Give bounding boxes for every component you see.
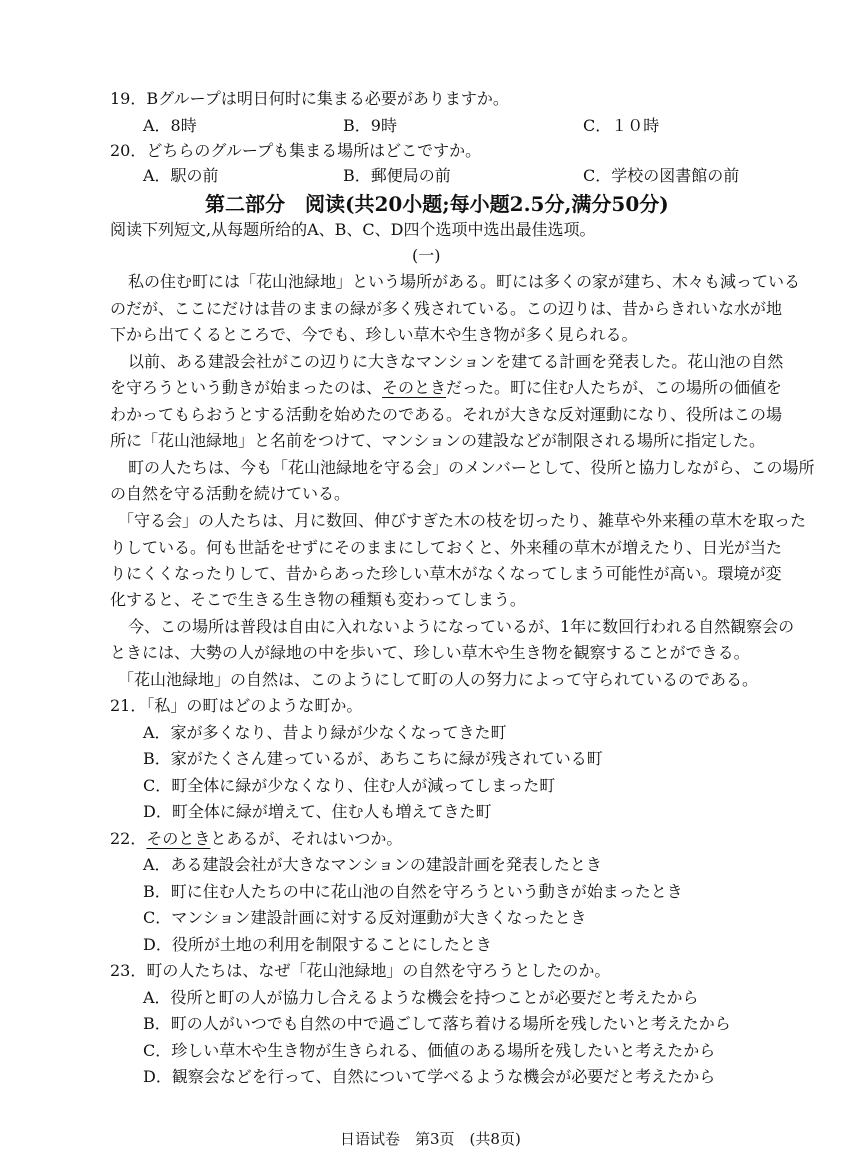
q22-option-c: C．マンション建設計画に対する反対運動が大きくなったとき xyxy=(143,908,587,927)
passage-text: を守ろうという動きが始まったのは、 xyxy=(110,378,383,397)
passage-text: だった。町に住む人たちが、この場所の価値を xyxy=(446,378,783,397)
q19-option-c: C．１０時 xyxy=(583,116,660,135)
passage-line: の自然を守る活動を続けている。 xyxy=(110,484,351,503)
underlined-sonotoki: そのとき xyxy=(146,829,211,848)
q22-option-a: A．ある建設会社が大きなマンションの建設計画を発表したとき xyxy=(143,855,602,874)
q23-stem: 23．町の人たちは、なぜ「花山池緑地」の自然を守ろうとしたのか。 xyxy=(110,961,611,980)
passage-line: りにくくなったりして、昔からあった珍しい草木がなくなってしまう可能性が高い。環境が変 xyxy=(110,564,782,583)
q21-option-c: C．町全体に緑が少なくなり、住む人が減ってしまった町 xyxy=(143,776,556,795)
q22-number: 22． xyxy=(110,829,147,848)
passage-line: 「花山池緑地」の自然は、このようにして町の人の努力によって守られているのである。 xyxy=(118,670,759,689)
section-title: 第二部分 阅读(共20小题;每小题2.5分,满分50分) xyxy=(205,192,669,216)
q21-option-b: B．家がたくさん建っているが、あちこちに緑が残されている町 xyxy=(143,749,603,768)
q22-question: とあるが、それはいつか。 xyxy=(210,829,403,848)
q20-option-b: B．郵便局の前 xyxy=(343,166,451,185)
passage-line: 私の住む町には「花山池緑地」という場所がある。町には多くの家が建ち、木々も減っている xyxy=(128,272,801,291)
q20-option-c: C．学校の図書館の前 xyxy=(583,166,740,185)
passage-line: 「守る会」の人たちは、月に数回、伸びすぎた木の枝を切ったり、雑草や外来種の草木を取った xyxy=(118,511,807,530)
q21-option-d: D．町全体に緑が増えて、住む人も増えてきた町 xyxy=(143,802,492,821)
q19-stem: 19．Bグループは明日何时に集まる必要がありますか。 xyxy=(110,89,509,108)
passage-line: 町の人たちは、今も「花山池緑地を守る会」のメンバーとして、役所と協力しながら、この場所 xyxy=(128,458,815,477)
page-footer: 日语试卷 第3页 (共8页) xyxy=(340,1130,521,1148)
q23-option-c: C．珍しい草木や生き物が生きられる、価値のある場所を残したいと考えたから xyxy=(143,1041,716,1060)
section-instruction: 阅读下列短文,从每题所给的A、B、C、D四个选项中选出最佳选项。 xyxy=(110,220,596,239)
q21-option-a: A．家が多くなり、昔より緑が少なくなってきた町 xyxy=(143,723,507,742)
q22-option-d: D．役所が土地の利用を制限することにしたとき xyxy=(143,935,492,954)
q19-option-a: A．8時 xyxy=(143,116,197,135)
passage-line xyxy=(110,375,782,401)
q21-stem: 21．「私」の町はどのような町か。 xyxy=(110,696,363,715)
q22-option-b: B．町に住む人たちの中に花山池の自然を守ろうという動きが始まったとき xyxy=(143,882,683,901)
q20-stem: 20．どちらのグループも集まる場所はどこですか。 xyxy=(110,141,482,160)
passage-line: わかってもらおうとする活動を始めたのである。それが大きな反対運動になり、役所はこの場 xyxy=(110,405,783,424)
q22-stem xyxy=(110,826,402,852)
q23-option-d: D．観察会などを行って、自然について学べるような機会が必要だと考えたから xyxy=(143,1067,716,1086)
passage-line: 今、この場所は普段は自由に入れないようになっているが、1年に数回行われる自然観察会の xyxy=(128,617,795,636)
passage-line: 化すると、そこで生きる生き物の種類も変わってしまう。 xyxy=(110,590,526,609)
passage-line: のだが、ここにだけは昔のままの緑が多く残されている。この辺りは、昔からきれいな水が地 xyxy=(110,299,783,318)
passage-line: 所に「花山池緑地」と名前をつけて、マンションの建設などが制限される場所に指定した。 xyxy=(110,431,765,450)
q19-option-b: B．9時 xyxy=(343,116,397,135)
passage-line: 下から出てくるところで、今でも、珍しい草木や生き物が多く見られる。 xyxy=(110,325,638,344)
underlined-sonotoki: そのとき xyxy=(382,378,447,397)
passage-line: 以前、ある建設会社がこの辺りに大きなマンションを建てる計画を発表した。花山池の自然 xyxy=(128,352,784,371)
passage-line: ときには、大勢の人が緑地の中を歩いて、珍しい草木や生き物を観察することができる。 xyxy=(110,643,750,662)
q23-option-b: B．町の人がいつでも自然の中で過ごして落ち着ける場所を残したいと考えたから xyxy=(143,1014,731,1033)
passage-line: りしている。何も世話をせずにそのままにしておくと、外来種の草木が増えたり、日光が当た xyxy=(110,538,783,557)
passage-number: (一) xyxy=(412,246,441,265)
q20-option-a: A．駅の前 xyxy=(143,166,219,185)
q23-option-a: A．役所と町の人が協力し合えるような機会を持つことが必要だと考えたから xyxy=(143,988,699,1007)
